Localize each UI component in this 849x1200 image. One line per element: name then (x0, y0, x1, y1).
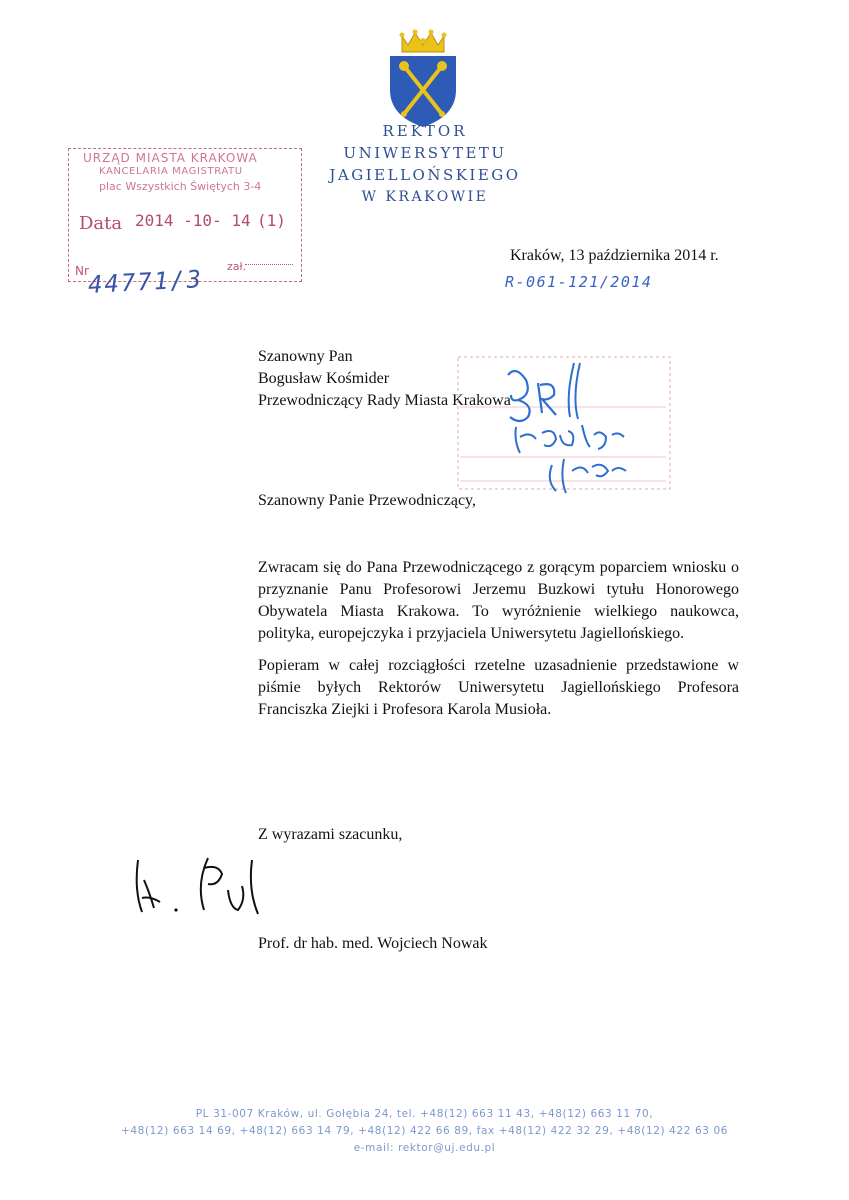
handwritten-registry-number: 44771/3 (87, 265, 204, 299)
letter-body (258, 557, 739, 731)
stamp-date-label: Data (79, 213, 123, 234)
reference-number: R-061-121/2014 (505, 273, 653, 291)
letterhead-title: REKTOR (382, 122, 468, 140)
stamp-department: KANCELARIA MAGISTRATU (99, 166, 243, 177)
registry-stamp (68, 148, 302, 282)
stamp-date-code: (1) (257, 211, 286, 230)
letterhead (250, 120, 600, 208)
letterhead-city: W KRAKOWIE (361, 189, 489, 205)
body-paragraph: Zwracam się do Pana Przewodniczącego z gorącym poparciem wniosku o przyznanie Panu Profesorowi Jerzemu Buzkowi tytułu Honorowego Obywatela Miasta Krakowa. To wyróżnienie wielkiego naukowca, polityka, europejczyka i przyjaciela Uniwersytetu Jagiellońskiego. (258, 559, 739, 642)
footer-address-line: PL 31-007 Kraków, ul. Gołębia 24, tel. +48(12) 663 11 43, +48(12) 663 11 70, (195, 1108, 654, 1120)
stamp-address: plac Wszystkich Świętych 3-4 (99, 180, 262, 193)
letterhead-university: UNIWERSYTETU JAGIELLOŃSKIEGO (329, 144, 521, 184)
stamp-zal-label: zał. (227, 260, 247, 273)
signer-name: Prof. dr hab. med. Wojciech Nowak (258, 935, 488, 952)
stamp-dotted-line (245, 264, 293, 265)
stamp-nr-label: Nr (75, 264, 89, 278)
place-and-date: Kraków, 13 października 2014 r. (510, 247, 719, 264)
stamp-date-value: 2014 -10- 14 (135, 211, 251, 230)
handwritten-annotation-stamp (456, 355, 676, 495)
university-crest-icon (386, 28, 460, 128)
address-line: Bogusław Kośmider (258, 370, 390, 387)
closing-phrase: Z wyrazami szacunku, (258, 826, 403, 843)
footer-phone-line: +48(12) 663 14 69, +48(12) 663 14 79, +48(12) 422 66 89, fax +48(12) 422 32 29, +48(12) 422 63 06 (120, 1125, 729, 1137)
address-line: Przewodniczący Rady Miasta Krakowa (258, 392, 511, 409)
salutation: Szanowny Panie Przewodniczący, (258, 492, 476, 509)
address-line: Szanowny Pan (258, 348, 353, 365)
body-paragraph: Popieram w całej rozciągłości rzetelne uzasadnienie przedstawione w piśmie byłych Rektorów Uniwersytetu Jagiellońskiego Profesora Franciszka Ziejki i Profesora Karola Musioła. (258, 657, 739, 718)
handwritten-signature (120, 850, 300, 930)
footer-contact (60, 1106, 789, 1157)
stamp-office: URZĄD MIASTA KRAKOWA (83, 151, 258, 165)
footer-email-link[interactable]: e-mail: rektor@uj.edu.pl (353, 1142, 496, 1154)
